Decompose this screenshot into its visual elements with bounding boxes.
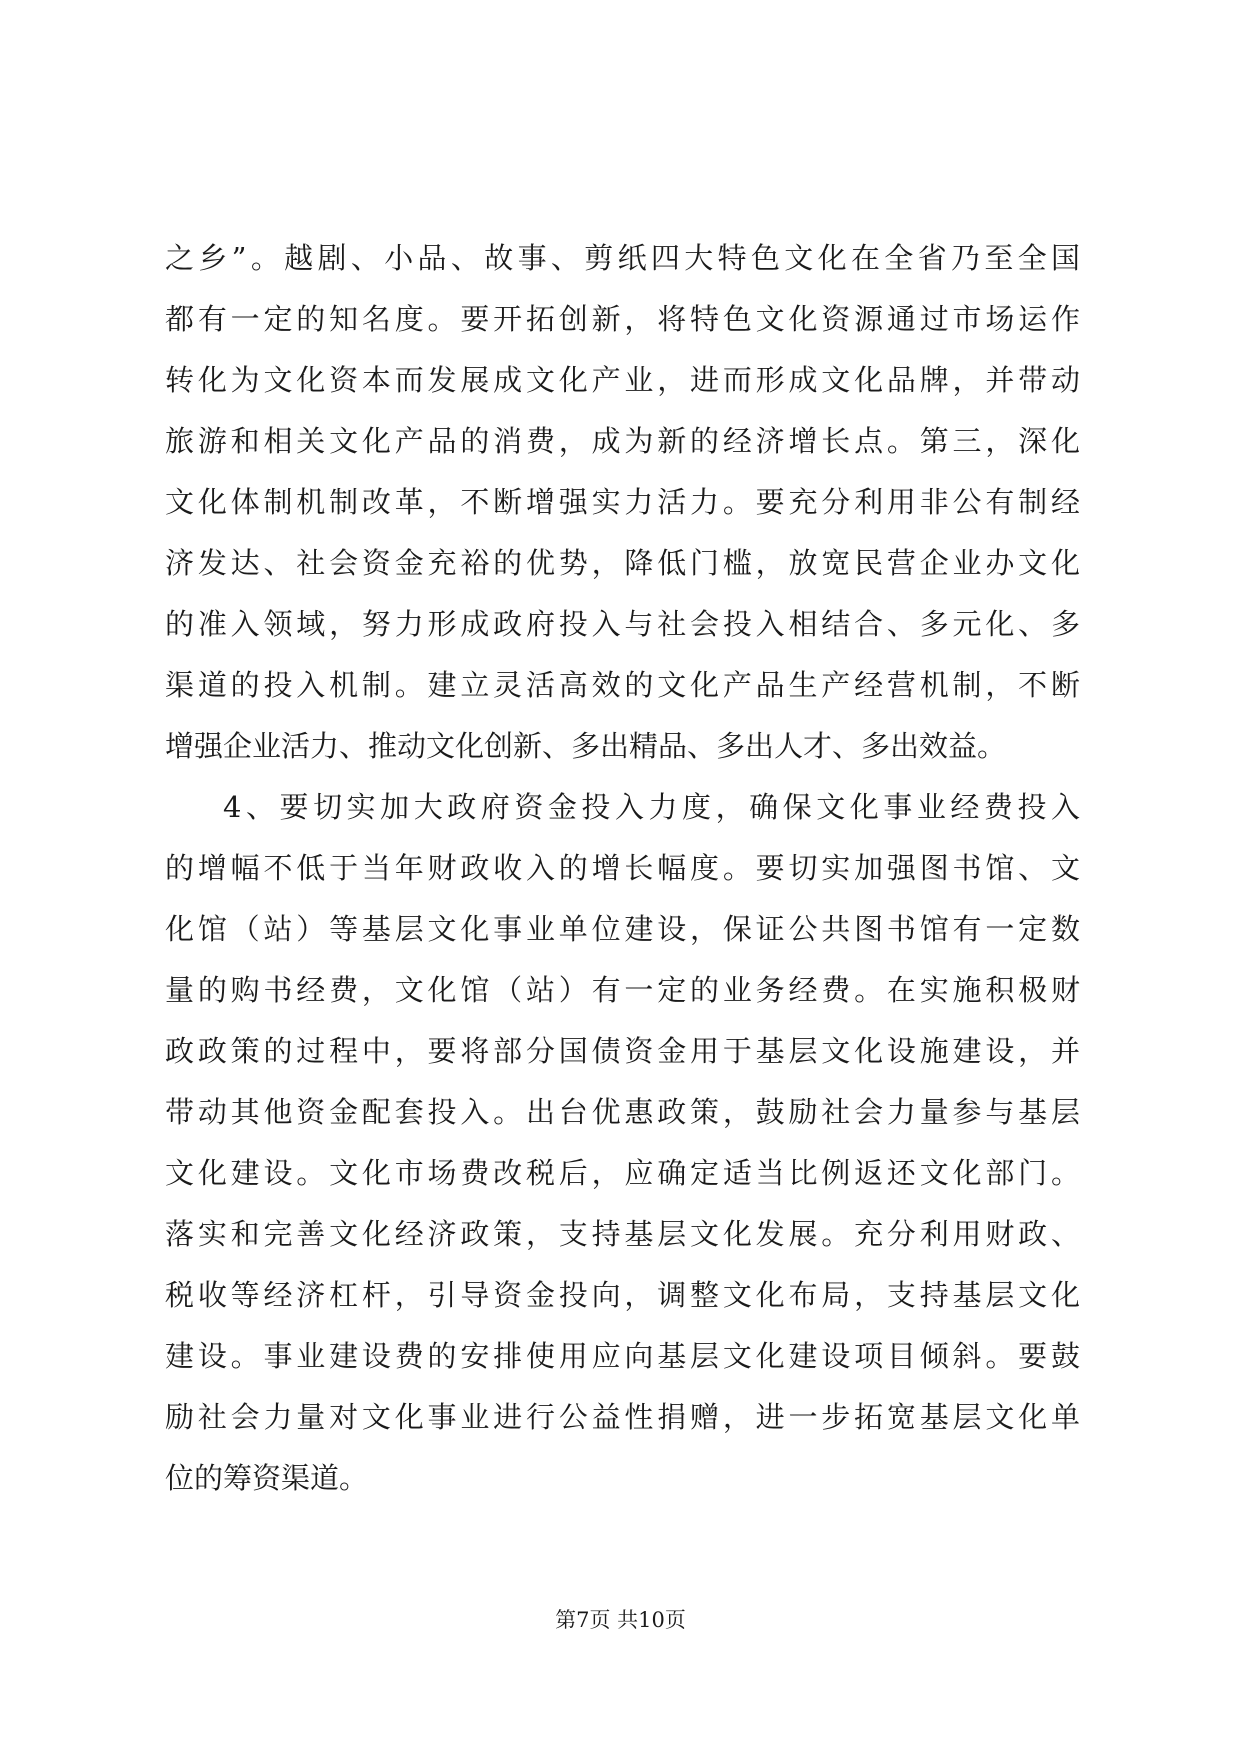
text-line: 政政策的过程中，要将部分国债资金用于基层文化设施建设，并 xyxy=(165,1034,1080,1068)
text-line: 落实和完善文化经济政策，支持基层文化发展。充分利用财政、 xyxy=(165,1217,1080,1251)
text-line: 渠道的投入机制。建立灵活高效的文化产品生产经营机制，不断 xyxy=(165,668,1080,702)
body-text xyxy=(165,228,1080,1509)
text-line: 之乡”。越剧、小品、故事、剪纸四大特色文化在全省乃至全国 xyxy=(165,241,1080,275)
text-line: 带动其他资金配套投入。出台优惠政策，鼓励社会力量参与基层 xyxy=(165,1095,1080,1129)
text-line: 税收等经济杠杆，引导资金投向，调整文化布局，支持基层文化 xyxy=(165,1278,1080,1312)
text-line: 量的购书经费，文化馆（站）有一定的业务经费。在实施积极财 xyxy=(165,973,1080,1007)
text-line: 文化建设。文化市场费改税后，应确定适当比例返还文化部门。 xyxy=(165,1156,1080,1190)
text-line: 济发达、社会资金充裕的优势，降低门槛，放宽民营企业办文化 xyxy=(165,546,1080,580)
text-line: 位的筹资渠道。 xyxy=(165,1461,369,1495)
text-line: 励社会力量对文化事业进行公益性捐赠，进一步拓宽基层文化单 xyxy=(165,1400,1080,1434)
text-line: 转化为文化资本而发展成文化产业，进而形成文化品牌，并带动 xyxy=(165,363,1080,397)
text-line: 的增幅不低于当年财政收入的增长幅度。要切实加强图书馆、文 xyxy=(165,851,1080,885)
page-number-footer: 第7页 共10页 xyxy=(555,1608,686,1632)
paragraph-start-line: 4、要切实加大政府资金投入力度，确保文化事业经费投入 xyxy=(223,790,1080,824)
text-line: 增强企业活力、推动文化创新、多出精品、多出人才、多出效益。 xyxy=(165,729,1007,763)
text-line: 化馆（站）等基层文化事业单位建设，保证公共图书馆有一定数 xyxy=(165,912,1080,946)
text-line: 建设。事业建设费的安排使用应向基层文化建设项目倾斜。要鼓 xyxy=(165,1339,1080,1373)
text-line: 旅游和相关文化产品的消费，成为新的经济增长点。第三，深化 xyxy=(165,424,1080,458)
text-line: 都有一定的知名度。要开拓创新，将特色文化资源通过市场运作 xyxy=(165,302,1080,336)
text-line: 的准入领域，努力形成政府投入与社会投入相结合、多元化、多 xyxy=(165,607,1080,641)
text-line: 文化体制机制改革，不断增强实力活力。要充分利用非公有制经 xyxy=(165,485,1080,519)
